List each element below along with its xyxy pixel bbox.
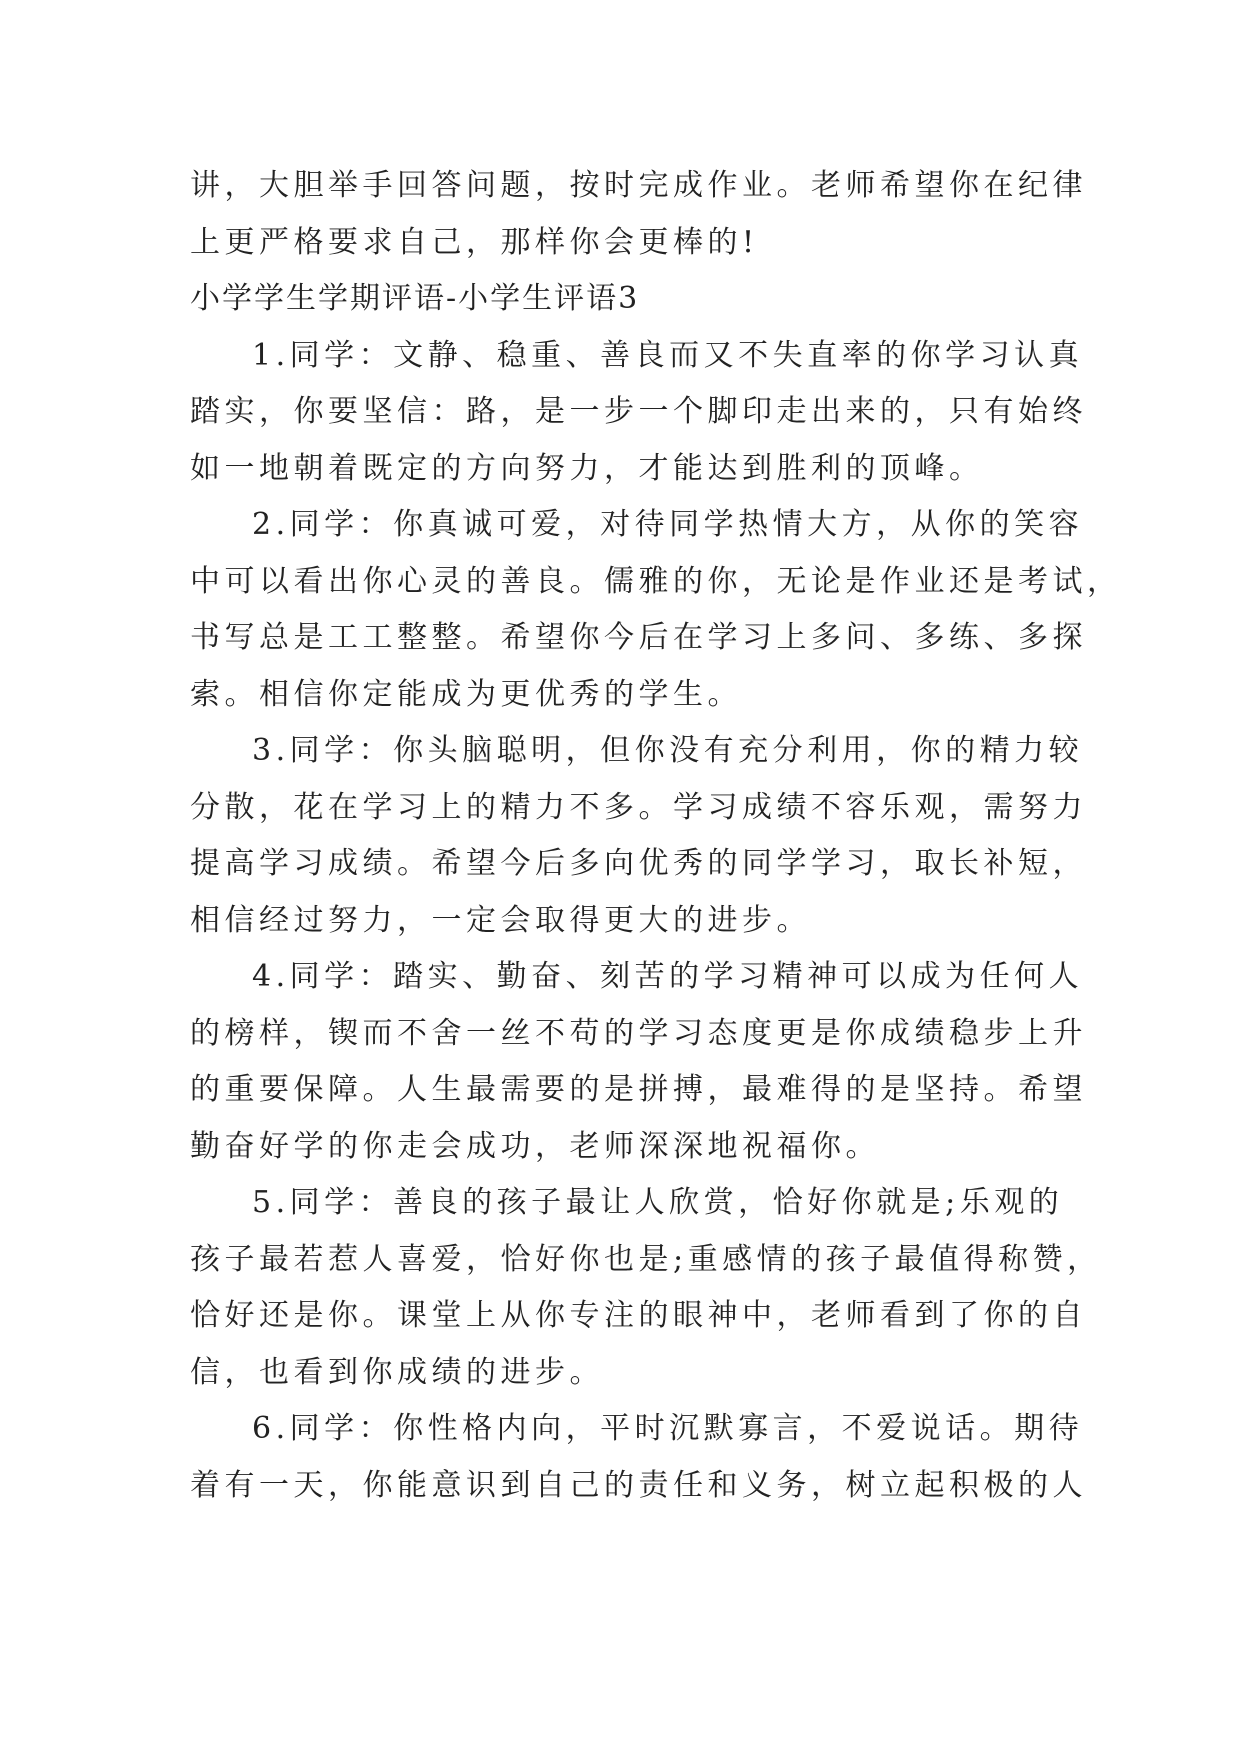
comment-line: 恰好还是你。课堂上从你专注的眼神中，老师看到了你的自 [190,1298,1087,1333]
comment-line: 着有一天，你能意识到自己的责任和义务，树立起积极的人 [190,1467,1087,1503]
comment-line: 如一地朝着既定的方向努力，才能达到胜利的顶峰。 [190,450,984,486]
comment-line: 的榜样，锲而不舍一丝不苟的学习态度更是你成绩稳步上升 [190,1015,1087,1051]
comment-4 [190,949,1087,1175]
comment-line: 6.同学：你性格内向，平时沉默寡言，不爱说话。期待 [252,1411,1084,1446]
comment-line: 索。相信你定能成为更优秀的学生。 [190,676,742,712]
intro-line: 上更严格要求自己，那样你会更棒的! [190,224,759,260]
comment-line: 的重要保障。人生最需要的是拼搏，最难得的是坚持。希望 [190,1072,1087,1107]
comment-3 [190,723,1087,949]
comment-line: 2.同学：你真诚可爱，对待同学热情大方，从你的笑容 [252,507,1084,542]
comment-line: 踏实，你要坚信：路，是一步一个脚印走出来的，只有始终 [190,394,1087,429]
comment-line: 勤奋好学的你走会成功，老师深深地祝福你。 [190,1128,880,1164]
comment-line: 4.同学：踏实、勤奋、刻苦的学习精神可以成为任何人 [252,959,1084,994]
comment-line: 3.同学：你头脑聪明，但你没有充分利用，你的精力较 [252,733,1084,768]
comment-line: 孩子最若惹人喜爱，恰好你也是;重感情的孩子最值得称赞， [190,1241,1102,1277]
comment-line: 分散，花在学习上的精力不多。学习成绩不容乐观，需努力 [190,789,1087,825]
comment-line: 中可以看出你心灵的善良。儒雅的你，无论是作业还是考试， [190,563,1122,599]
section-heading: 小学学生学期评语-小学生评语3 [190,281,640,316]
comment-1 [190,328,1087,498]
document-page [190,158,1122,1514]
comment-line: 1.同学：文静、稳重、善良而又不失直率的你学习认真 [252,337,1084,373]
comment-line: 书写总是工工整整。希望你今后在学习上多问、多练、多探 [190,620,1087,655]
comment-line: 提高学习成绩。希望今后多向优秀的同学学习，取长补短， [190,846,1087,881]
comment-line: 相信经过努力，一定会取得更大的进步。 [190,902,811,938]
comment-2 [190,497,1122,723]
comment-line: 信，也看到你成绩的进步。 [190,1354,604,1390]
comment-line: 5.同学：善良的孩子最让人欣赏，恰好你就是;乐观的 [252,1185,1064,1220]
comment-6 [190,1401,1087,1514]
intro-line: 讲，大胆举手回答问题，按时完成作业。老师希望你在纪律 [190,168,1087,203]
comment-5 [190,1175,1102,1401]
